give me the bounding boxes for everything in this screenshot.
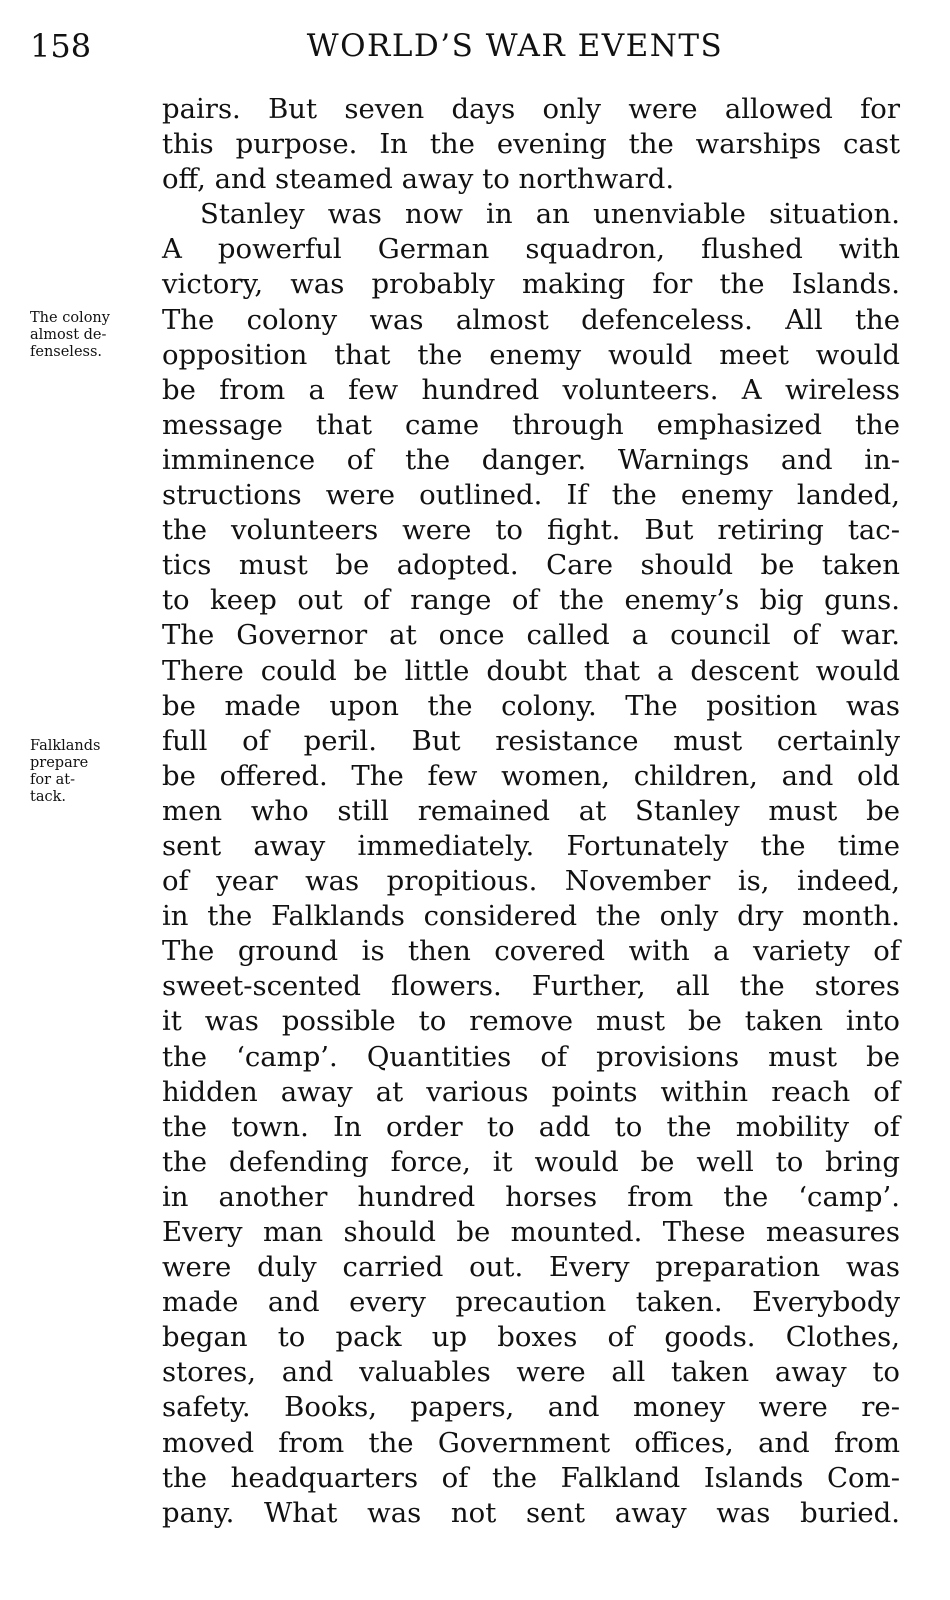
text-line: began to pack up boxes of goods. Clothes,	[162, 1321, 900, 1354]
text-line: be offered. The few women, children, and old	[162, 759, 900, 792]
text-line: in another hundred horses from the ‘camp’.	[162, 1180, 900, 1213]
text-line: moved from the Government offices, and from	[162, 1426, 900, 1459]
margin-note-line: prepare	[30, 755, 89, 771]
text-line: were duly carried out. Every preparation was	[162, 1251, 900, 1284]
text-line: be made upon the colony. The position was	[162, 689, 900, 722]
text-line: hidden away at various points within reach of	[162, 1075, 900, 1108]
text-line: victory, was probably making for the Islands.	[162, 268, 900, 301]
text-line: full of peril. But resistance must certainly	[162, 724, 900, 757]
text-line: the headquarters of the Falkland Islands Com-	[162, 1461, 900, 1494]
body-text	[162, 92, 900, 1531]
text-line: structions were outlined. If the enemy landed,	[162, 479, 900, 512]
text-line: A powerful German squadron, flushed with	[162, 233, 900, 266]
text-line: the defending force, it would be well to bring	[162, 1145, 900, 1178]
margin-note-line: fenseless.	[30, 344, 103, 360]
margin-note-colony	[30, 310, 158, 361]
text-line: to keep out of range of the enemy’s big guns.	[162, 584, 900, 617]
text-line: this purpose. In the evening the warships cast	[162, 128, 900, 161]
text-line: the town. In order to add to the mobility of	[162, 1110, 900, 1143]
text-line: message that came through emphasized the	[162, 408, 900, 441]
text-line: sent away immediately. Fortunately the time	[162, 829, 900, 862]
text-line: in the Falklands considered the only dry month.	[162, 900, 900, 933]
text-line: opposition that the enemy would meet would	[162, 338, 900, 371]
text-line: tics must be adopted. Care should be taken	[162, 549, 900, 582]
margin-note-line: almost de-	[30, 327, 107, 343]
page-header	[30, 26, 910, 76]
text-line: be from a few hundred volunteers. A wireless	[162, 373, 900, 406]
margin-note-line: The colony	[30, 310, 110, 326]
text-line: pairs. But seven days only were allowed for	[162, 93, 900, 125]
margin-note-line: tack.	[30, 789, 66, 805]
margin-note-line: for at-	[30, 772, 76, 788]
text-line: off, and steamed away to northward.	[162, 163, 675, 196]
text-line: it was possible to remove must be taken into	[162, 1005, 900, 1038]
text-line: imminence of the danger. Warnings and in-	[162, 443, 900, 476]
margin-note-falklands	[30, 738, 158, 806]
text-line: pany. What was not sent away was buried.	[162, 1496, 900, 1529]
text-line: The colony was almost defenceless. All the	[162, 303, 900, 336]
page-number: 158	[30, 27, 92, 65]
text-line: There could be little doubt that a descent would	[162, 654, 900, 687]
text-line: the ‘camp’. Quantities of provisions must be	[162, 1040, 900, 1073]
text-line: the volunteers were to fight. But retiring tac-	[162, 514, 900, 547]
text-line: Stanley was now in an unenviable situation.	[200, 198, 900, 231]
text-line: safety. Books, papers, and money were re-	[162, 1391, 900, 1424]
text-line: sweet-scented flowers. Further, all the stores	[162, 970, 900, 1003]
text-line: made and every precaution taken. Everybody	[162, 1286, 900, 1319]
text-line: of year was propitious. November is, indeed,	[162, 865, 900, 898]
text-line: Every man should be mounted. These measures	[162, 1216, 900, 1248]
margin-note-line: Falklands	[30, 738, 101, 754]
text-line: The Governor at once called a council of war.	[162, 619, 900, 652]
running-head: WORLD’S WAR EVENTS	[306, 28, 724, 64]
text-line: The ground is then covered with a variety of	[162, 935, 900, 968]
text-line: stores, and valuables were all taken away to	[162, 1356, 900, 1389]
text-line: men who still remained at Stanley must be	[162, 794, 900, 827]
